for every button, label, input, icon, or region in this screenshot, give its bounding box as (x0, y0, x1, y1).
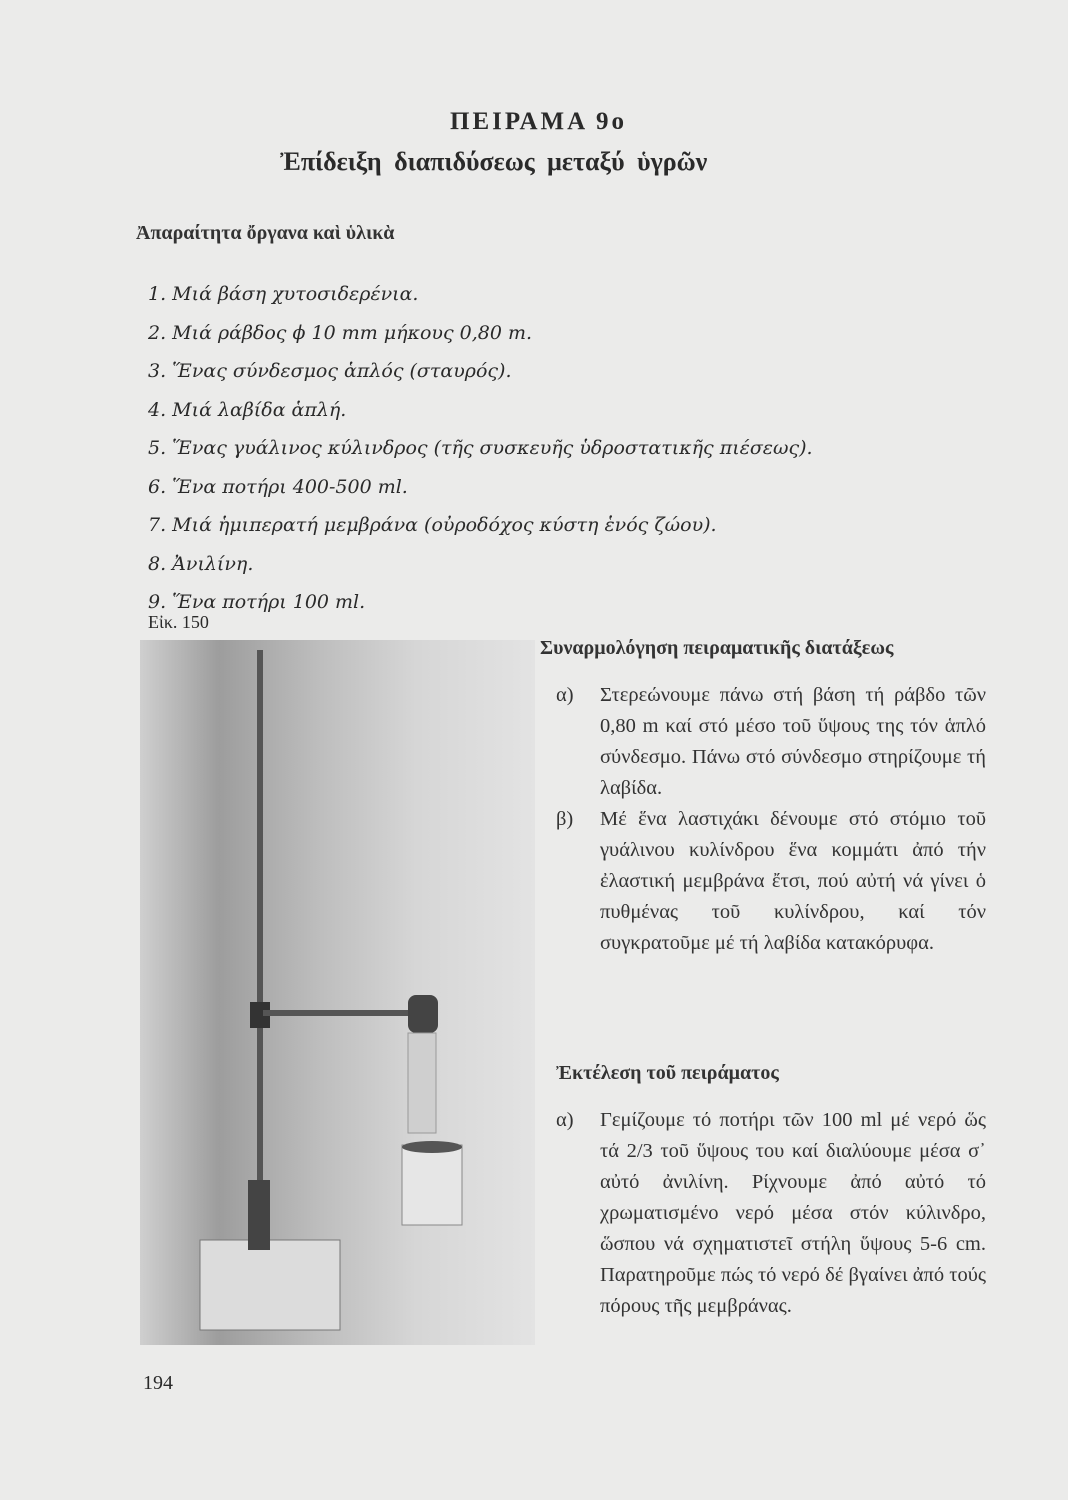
page-number: 194 (143, 1372, 173, 1394)
list-item: 7. Μιά ἡμιπερατή μεμβράνα (οὐροδόχος κύστη ἑνός ζώου). (148, 514, 717, 536)
list-item: 9. Ἕνα ποτήρι 100 ml. (148, 591, 366, 613)
apparatus-photo (140, 640, 535, 1345)
experiment-subtitle: Ἐπίδειξη διαπιδύσεως μεταξύ ὑγρῶν (280, 147, 708, 176)
list-item: 4. Μιά λαβίδα ἁπλή. (148, 398, 347, 421)
step-text: Μέ ἕνα λαστιχάκι δένουμε στό στόμιο τοῦ γυάλινου κυλίνδρου ἕνα κομμάτι ἀπό τήν ἐλαστική μεμβράνα ἔτσι, πού αὐτή νά γίνει ὁ πυθμένας τοῦ κυλίνδρου, καί τόν συγκρατοῦμε μέ τή λαβίδα κατακόρυφα. (600, 808, 986, 954)
step-label: α) (556, 684, 574, 706)
assembly-step (556, 680, 986, 804)
list-item: 2. Μιά ράβδος ϕ 10 mm μήκους 0,80 m. (148, 321, 533, 344)
step-text: Γεμίζουμε τό ποτήρι τῶν 100 ml μέ νερό ὥς τά 2/3 τοῦ ὕψους του καί διαλύουμε μέσα σ᾿ αὐτό ἀνιλίνη. Ρίχνουμε ἀπό αὐτό τό χρωματισμένο νερό μέσα στόν κύλινδρο, ὥσπου νά σχηματιστεῖ στήλη ὕψους 5-6 cm. Παρατηροῦμε πώς τό νερό δέ βγαίνει ἀπό τούς πόρους τῆς μεμβράνας. (600, 1109, 986, 1317)
execution-heading: Ἐκτέλεση τοῦ πειράματος (556, 1062, 779, 1084)
materials-list (148, 275, 813, 622)
execution-step (556, 1105, 986, 1322)
beaker (402, 1145, 462, 1225)
list-item: 6. Ἕνα ποτήρι 400-500 ml. (148, 475, 408, 498)
apparatus-illustration (140, 640, 535, 1345)
assembly-step (556, 804, 986, 959)
experiment-title: ΠΕΙΡΑΜΑ 9ο (450, 108, 628, 135)
glass-cylinder (408, 1033, 436, 1133)
step-label: α) (556, 1109, 574, 1131)
base (200, 1240, 340, 1330)
execution-steps (556, 1105, 986, 1322)
clamp-head (408, 995, 438, 1033)
list-item: 3. Ἕνας σύνδεσμος ἁπλός (σταυρός). (148, 360, 512, 382)
materials-heading: Ἀπαραίτητα ὄργανα καὶ ὑλικὰ (136, 222, 395, 244)
figure-label: Εἰκ. 150 (148, 612, 209, 632)
beaker-rim (402, 1141, 462, 1153)
assembly-steps (556, 680, 986, 959)
list-item: 8. Ἀνιλίνη. (148, 552, 254, 575)
step-label: β) (556, 808, 574, 830)
assembly-heading: Συναρμολόγηση πειραματικῆς διατάξεως (540, 637, 894, 659)
step-text: Στερεώνουμε πάνω στή βάση τή ράβδο τῶν 0,80 m καί στό μέσο τοῦ ὕψους της τόν ἁπλό σύνδεσμο. Πάνω στό σύνδεσμο στηρίζουμε τή λαβίδα. (600, 684, 986, 799)
clamp-arm (263, 1010, 413, 1016)
rod (257, 650, 263, 1260)
list-item: 5. Ἕνας γυάλινος κύλινδρος (τῆς συσκευῆς ὑδροστατικῆς πιέσεως). (148, 437, 813, 459)
base-clamp (248, 1180, 270, 1250)
list-item: 1. Μιά βάση χυτοσιδερένια. (148, 283, 419, 305)
